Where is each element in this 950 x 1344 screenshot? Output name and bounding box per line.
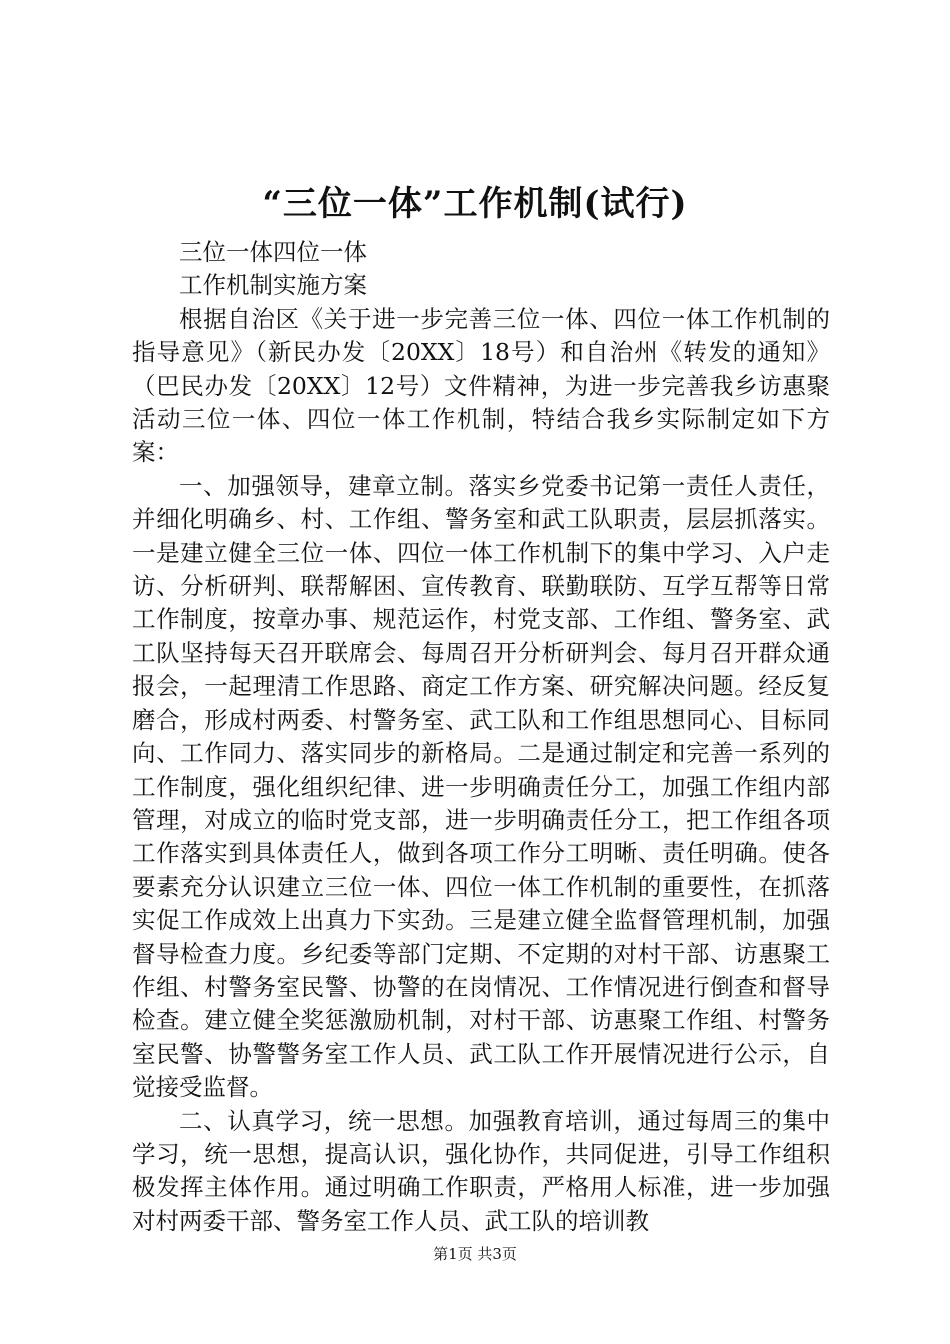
paragraph: 工作机制实施方案 xyxy=(179,271,367,300)
paragraph: 三位一体四位一体 xyxy=(179,238,367,266)
paragraph: 一、加强领导，建章立制。落实乡党委书记第一责任人责任，并细化明确乡、村、工作组、警务室和武工队职责，层层抓落实。一是建立健全三位一体、四位一体工作机制下的集中学习、入户走访、分析研判、联帮解困、宣传教育、联勤联防、互学互帮等日常工作制度，按章办事、规范运作，村党支部、工作组、警务室、武工队坚持每天召开联席会、每周召开分析研判会、每月召开群众通报会，一起理清工作思路、商定工作方案、研究解决问题。经反复磨合，形成村两委、村警务室、武工队和工作组思想同心、目标同向、工作同力、落实同步的新格局。二是通过制定和完善一系列的工作制度，强化组织纪律、进一步明确责任分工，加强工作组内部管理，对成立的临时党支部，进一步明确责任分工，把工作组各项工作落实到具体责任人，做到各项工作分工明晰、责任明确。使各要素充分认识建立三位一体、四位一体工作机制的重要性，在抓落实促工作成效上出真力下实劲。三是建立健全监督管理机制，加强督导检查力度。乡纪委等部门定期、不定期的对村干部、访惠聚工作组、村警务室民警、协警的在岗情况、工作情况进行倒查和督导检查。建立健全奖惩激励机制，对村干部、访惠聚工作组、村警务室民警、协警警务室工作人员、武工队工作开展情况进行公示，自觉接受监督。 xyxy=(132,471,830,1102)
paragraph: 根据自治区《关于进一步完善三位一体、四位一体工作机制的指导意见》（新民办发〔20XX〕18号）和自治州《转发的通知》（巴民办发〔20XX〕12号）文件精神，为进一步完善我乡访惠聚活动三位一体、四位一体工作机制，特结合我乡实际制定如下方案： xyxy=(132,304,830,467)
document-body xyxy=(132,236,830,1238)
page-number-footer: 第1页 共3页 xyxy=(433,1245,517,1263)
paragraph: 二、认真学习，统一思想。加强教育培训，通过每周三的集中学习，统一思想，提高认识，强化协作，共同促进，引导工作组积极发挥主体作用。通过明确工作职责，严格用人标准，进一步加强对村两委干部、警务室工作人员、武工队的培训教 xyxy=(132,1106,830,1235)
document-title: “三位一体”工作机制(试行) xyxy=(262,184,688,224)
